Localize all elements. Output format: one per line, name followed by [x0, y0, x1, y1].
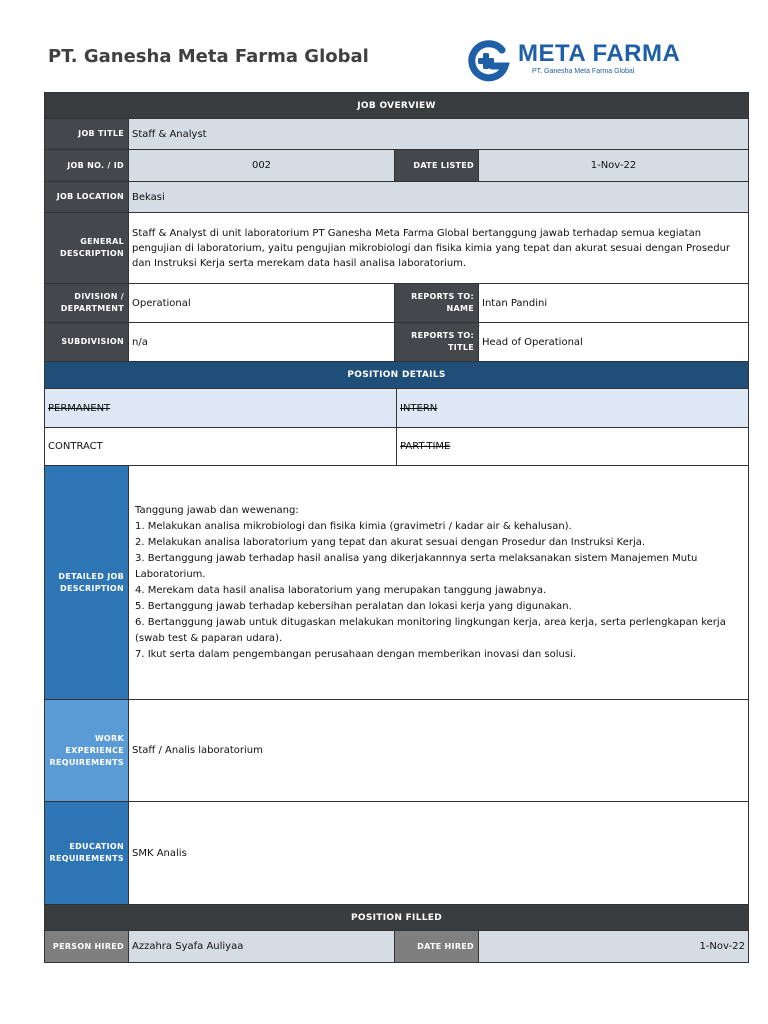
position-details-header — [45, 362, 748, 389]
detailed-description-line: 3. Bertanggung jawab terhadap hasil analisa yang dikerjakannnya serta melaksanakan sistem Manajemen Mutu Laboratorium. — [135, 552, 698, 580]
job-no-value: 002 — [129, 150, 395, 181]
job-location-label: JOB LOCATION — [45, 182, 129, 212]
division-row — [45, 284, 748, 323]
detailed-description-row — [45, 466, 748, 700]
detailed-description-value — [129, 466, 748, 699]
job-sheet — [44, 92, 749, 963]
reports-to-title-label: REPORTS TO: TITLE — [395, 323, 479, 361]
job-overview-title: JOB OVERVIEW — [45, 93, 748, 118]
position-filled-title: POSITION FILLED — [45, 905, 748, 930]
permanent-option: PERMANENT — [45, 389, 397, 427]
company-logo — [466, 38, 681, 86]
reports-to-title-value: Head of Operational — [479, 323, 748, 361]
company-name: PT. Ganesha Meta Farma Global — [48, 46, 369, 67]
education-row — [45, 802, 748, 905]
job-no-label: JOB NO. / ID — [45, 150, 129, 181]
division-value: Operational — [129, 284, 395, 322]
detailed-description-line: 2. Melakukan analisa laboratorium yang tepat dan akurat sesuai dengan Prosedur dan Instruksi Kerja. — [135, 536, 646, 548]
work-experience-value: Staff / Analis laboratorium — [129, 700, 748, 801]
education-label: EDUCATION REQUIREMENTS — [45, 802, 129, 904]
person-hired-label: PERSON HIRED — [45, 931, 129, 962]
position-filled-header — [45, 905, 748, 931]
date-listed-value: 1-Nov-22 — [479, 150, 748, 181]
part-time-option: PART-TIME — [400, 441, 451, 452]
date-listed-label: DATE LISTED — [395, 150, 479, 181]
job-title-value: Staff & Analyst — [129, 119, 748, 149]
person-hired-row — [45, 931, 748, 963]
intern-option: INTERN — [397, 389, 748, 427]
detailed-description-line: 5. Bertanggung jawab terhadap kebersihan peralatan dan lokasi kerja yang digunakan. — [135, 600, 572, 612]
subdivision-label: SUBDIVISION — [45, 323, 129, 361]
subdivision-row — [45, 323, 748, 362]
employment-type-row-1 — [45, 389, 748, 428]
reports-to-name-value: Intan Pandini — [479, 284, 748, 322]
date-hired-value: 1-Nov-22 — [479, 931, 748, 962]
detailed-description-line: 1. Melakukan analisa mikrobiologi dan fisika kimia (gravimetri / kadar air & kehalusan). — [135, 520, 572, 532]
job-title-row — [45, 119, 748, 150]
detailed-description-line: 7. Ikut serta dalam pengembangan perusahaan dengan memberikan inovasi dan solusi. — [135, 648, 577, 660]
position-details-title: POSITION DETAILS — [45, 362, 748, 388]
work-experience-label: WORK EXPERIENCE REQUIREMENTS — [45, 700, 129, 801]
job-location-value: Bekasi — [129, 182, 748, 212]
subdivision-value: n/a — [129, 323, 395, 361]
meta-farma-logo-icon — [466, 40, 510, 84]
division-label: DIVISION / DEPARTMENT — [45, 284, 129, 322]
detailed-description-line: Tanggung jawab dan wewenang: — [135, 504, 299, 516]
person-hired-value: Azzahra Syafa Auliyaa — [129, 931, 395, 962]
job-title-label: JOB TITLE — [45, 119, 129, 149]
reports-to-name-label: REPORTS TO: NAME — [395, 284, 479, 322]
logo-subtext: PT. Ganesha Meta Farma Global — [532, 68, 635, 75]
detailed-description-line: 4. Merekam data hasil analisa laboratorium yang merupakan tanggung jawabnya. — [135, 584, 547, 596]
general-description-row — [45, 213, 748, 284]
job-location-row — [45, 182, 748, 213]
employment-type-row-2 — [45, 428, 748, 466]
general-description-label: GENERAL DESCRIPTION — [45, 213, 129, 283]
job-overview-header — [45, 92, 748, 119]
job-no-row — [45, 150, 748, 182]
detailed-description-label: DETAILED JOB DESCRIPTION — [45, 466, 129, 699]
general-description-value: Staff & Analyst di unit laboratorium PT Ganesha Meta Farma Global bertanggung jawab terhadap semua kegiatan pengujian di laboratorium, yaitu pengujian mikrobiologi dan fisika kimia yang tepat dan akurat sesuai dengan Prosedur dan Instruksi Kerja serta merekam data hasil analisa laboratorium. — [129, 213, 748, 283]
logo-text: META FARMA — [518, 40, 681, 67]
detailed-description-list — [132, 497, 745, 669]
education-value: SMK Analis — [129, 802, 748, 904]
date-hired-label: DATE HIRED — [395, 931, 479, 962]
contract-option: CONTRACT — [45, 428, 397, 465]
detailed-description-line: 6. Bertanggung jawab untuk ditugaskan melakukan monitoring lingkungan kerja, area kerja, serta perlengkapan kerja (swab test & paparan udara). — [135, 616, 726, 644]
work-experience-row — [45, 700, 748, 802]
